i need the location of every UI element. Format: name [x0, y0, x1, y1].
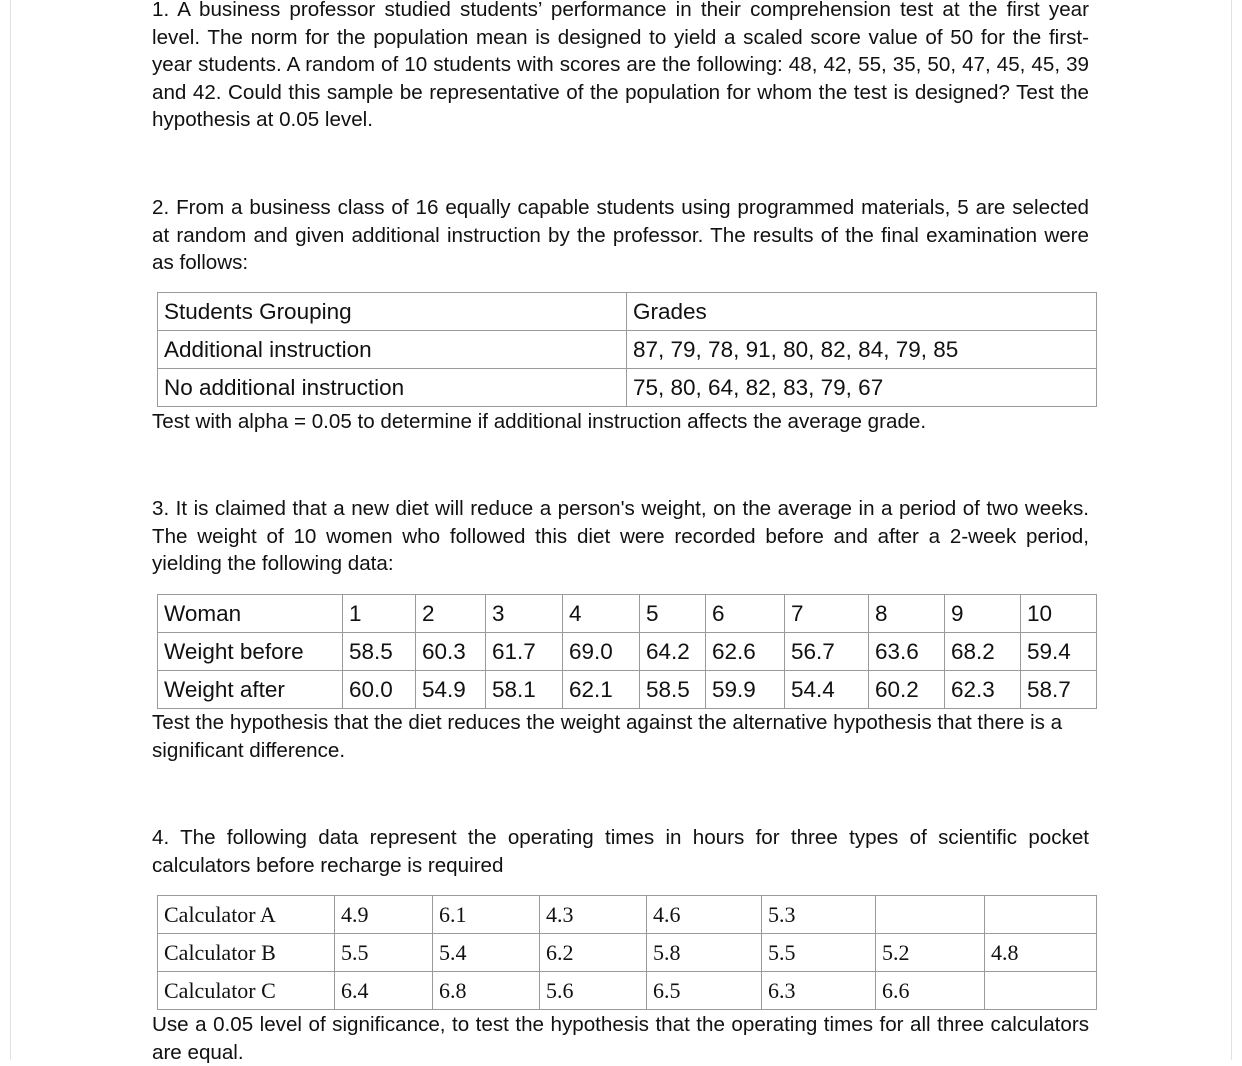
table-cell: 63.6 [869, 633, 945, 671]
table-row [158, 896, 1097, 934]
table-cell: 5.2 [876, 934, 985, 972]
grades-table [157, 292, 1097, 407]
header-cell: Students Grouping [158, 293, 627, 331]
table-cell: 62.3 [945, 671, 1021, 709]
table-row [158, 671, 1097, 709]
question-2-note: Test with alpha = 0.05 to determine if additional instruction affects the average grade. [152, 410, 927, 433]
question-3-text: 3. It is claimed that a new diet will reduce a person's weight, on the average in a period of two weeks. The weight of 10 women who followed this diet were recorded before and after a 2-week period, yielding the following data: [152, 497, 1089, 575]
table-cell: 4 [563, 595, 640, 633]
table-cell: 6.6 [876, 972, 985, 1010]
table-cell: 10 [1021, 595, 1097, 633]
table-cell: 4.6 [647, 896, 762, 934]
table-cell: Calculator A [158, 896, 335, 934]
table-cell: 8 [869, 595, 945, 633]
table-cell: Woman [158, 595, 343, 633]
weight-table [157, 594, 1097, 709]
question-2-text: 2. From a business class of 16 equally capable students using programmed materials, 5 are selected at random and given additional instruction by the professor. The results of the final examination were as follows: [152, 196, 1089, 274]
table-cell: 54.9 [416, 671, 486, 709]
table-row [158, 369, 1097, 407]
table-cell: 4.9 [335, 896, 433, 934]
table-cell: Calculator C [158, 972, 335, 1010]
table-cell: 69.0 [563, 633, 640, 671]
question-4-note: Use a 0.05 level of significance, to test the hypothesis that the operating times for all three calculators are equal. [152, 1013, 1089, 1064]
table-cell: 60.2 [869, 671, 945, 709]
table-cell [985, 896, 1097, 934]
table-cell: 6.2 [540, 934, 647, 972]
table-cell: 6.4 [335, 972, 433, 1010]
table-cell: 60.3 [416, 633, 486, 671]
table-row [158, 595, 1097, 633]
calculator-table [157, 895, 1097, 1010]
table-cell: 58.5 [343, 633, 416, 671]
table-cell: 56.7 [785, 633, 869, 671]
table-cell: 60.0 [343, 671, 416, 709]
table-cell: 5.4 [433, 934, 540, 972]
table-row [158, 934, 1097, 972]
table-cell: 5.5 [762, 934, 876, 972]
table-cell: 3 [486, 595, 563, 633]
table-cell [985, 972, 1097, 1010]
table-row [158, 331, 1097, 369]
question-1-text: 1. A business professor studied students’ performance in their comprehension test at the first year level. The norm for the population mean is designed to yield a scaled score value of 50 for the first-year students. A random of 10 students with scores are the following: 48, 42, 55, 35, 50, 47, 45, 45, 39 and 42. Could this sample be representative of the population for whom the test is designed? Test the hypothesis at 0.05 level. [152, 0, 1089, 131]
question-3-note: Test the hypothesis that the diet reduces the weight against the alternative hypothesis that there is a significant difference. [152, 711, 1063, 762]
table-cell: 5.6 [540, 972, 647, 1010]
table-cell: 62.6 [706, 633, 785, 671]
table-cell: 4.8 [985, 934, 1097, 972]
table-cell: 6.5 [647, 972, 762, 1010]
table-cell: 61.7 [486, 633, 563, 671]
table-cell: 54.4 [785, 671, 869, 709]
table-cell: 5.8 [647, 934, 762, 972]
page-edge-left [10, 0, 11, 1060]
table-cell: 5.5 [335, 934, 433, 972]
table-row [158, 972, 1097, 1010]
table-cell: 5 [640, 595, 706, 633]
page-edge-right [1231, 0, 1232, 1060]
table-cell: 87, 79, 78, 91, 80, 82, 84, 79, 85 [627, 331, 1097, 369]
table-cell: 58.1 [486, 671, 563, 709]
header-cell: Grades [627, 293, 1097, 331]
table-cell: 6.1 [433, 896, 540, 934]
table-cell: 6.8 [433, 972, 540, 1010]
table-cell [876, 896, 985, 934]
table-cell: 2 [416, 595, 486, 633]
table-cell: 58.7 [1021, 671, 1097, 709]
table-header-row [158, 293, 1097, 331]
table-cell: 59.4 [1021, 633, 1097, 671]
table-cell: 1 [343, 595, 416, 633]
table-cell: Additional instruction [158, 331, 627, 369]
table-cell: Weight before [158, 633, 343, 671]
table-row [158, 633, 1097, 671]
question-4-text: 4. The following data represent the operating times in hours for three types of scientific pocket calculators before recharge is required [152, 826, 1089, 877]
table-cell: 59.9 [706, 671, 785, 709]
table-cell: 68.2 [945, 633, 1021, 671]
table-cell: 6.3 [762, 972, 876, 1010]
table-cell: 75, 80, 64, 82, 83, 79, 67 [627, 369, 1097, 407]
table-cell: 9 [945, 595, 1021, 633]
table-cell: 5.3 [762, 896, 876, 934]
table-cell: 4.3 [540, 896, 647, 934]
table-cell: 64.2 [640, 633, 706, 671]
table-cell: Calculator B [158, 934, 335, 972]
table-cell: 58.5 [640, 671, 706, 709]
table-cell: 62.1 [563, 671, 640, 709]
table-cell: Weight after [158, 671, 343, 709]
table-cell: 7 [785, 595, 869, 633]
table-cell: No additional instruction [158, 369, 627, 407]
table-cell: 6 [706, 595, 785, 633]
